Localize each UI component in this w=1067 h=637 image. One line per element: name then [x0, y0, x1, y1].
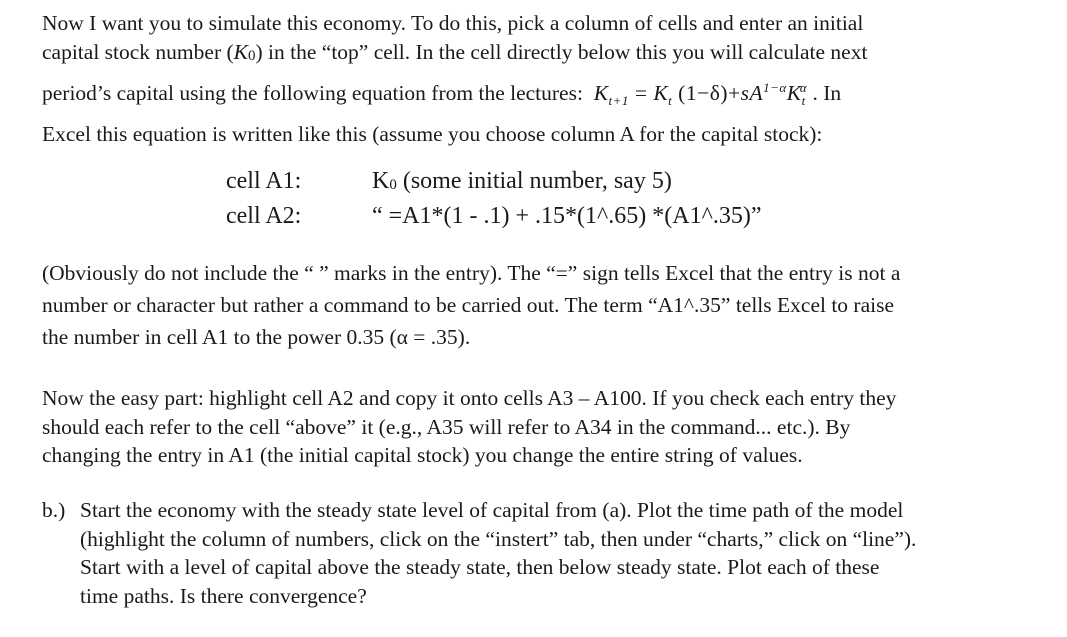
cell-a1-k: K	[372, 168, 390, 194]
capital-accumulation-equation	[593, 80, 808, 108]
eq-equals: =	[634, 81, 648, 105]
copy-line-3: changing the entry in A1 (the initial capital stock) you change the entire string of values.	[42, 443, 803, 467]
eq-k2: K	[786, 81, 802, 105]
intro-line-2-start: capital stock number (	[42, 40, 234, 64]
intro-line-1: Now I want you to simulate this economy. To do this, pick a column of cells and enter an initial	[42, 11, 864, 35]
cell-a1-sub: 0	[389, 177, 397, 193]
cell-instructions	[226, 166, 762, 232]
explanation-line-2: number or character but rather a command to be carried out. The term “A1^.35” tells Excel to raise	[42, 293, 895, 317]
cell-a1-row	[226, 166, 762, 201]
eq-k: K	[653, 81, 669, 105]
eq-a-exp: 1−α	[763, 80, 787, 95]
eq-k-sub: t	[668, 93, 673, 108]
intro-paragraph	[42, 9, 867, 149]
intro-line-4: Excel this equation is written like this (assume you choose column A for the capital stock):	[42, 122, 823, 146]
copy-paragraph	[42, 384, 896, 470]
intro-line-2-end: ) in the “top” cell. In the cell directly below this you will calculate next	[255, 40, 868, 64]
question-b-line-1: Start the economy with the steady state level of capital from (a). Plot the time path of the model	[80, 498, 904, 522]
question-b-marker: b.)	[42, 498, 66, 522]
copy-line-1: Now the easy part: highlight cell A2 and copy it onto cells A3 – A100. If you check each entry they	[42, 386, 897, 410]
intro-line-2	[42, 38, 867, 71]
eq-paren: (1−δ)	[678, 81, 728, 105]
explanation-paragraph	[42, 257, 900, 353]
eq-a: A	[749, 81, 764, 105]
question-b-line-3: Start with a level of capital above the steady state, then below steady state. Plot each of these	[80, 555, 880, 579]
copy-line-2: should each refer to the cell “above” it (e.g., A35 will refer to A34 in the command... etc.). By	[42, 414, 851, 439]
eq-plus: +	[728, 81, 741, 105]
question-b-line-2: (highlight the column of numbers, click on the “instert” tab, then under “charts,” click on “line”).	[80, 526, 917, 551]
explanation-line-1: (Obviously do not include the “ ” marks in the entry). The “=” sign tells Excel that the entry is not a	[42, 261, 901, 285]
cell-a2-label: cell A2:	[226, 203, 302, 229]
eq-s: s	[740, 81, 750, 105]
k0-subscript: 0	[248, 48, 256, 64]
intro-line-3-text: period’s capital using the following equation from the lectures:	[42, 81, 583, 105]
cell-a1-label: cell A1:	[226, 168, 302, 194]
question-b-line-4: time paths. Is there convergence?	[80, 583, 367, 608]
k0-symbol: K	[233, 40, 248, 64]
question-b-body	[80, 496, 916, 610]
cell-a2-formula: “ =A1*(1 - .1) + .15*(1^.65) *(A1^.35)”	[372, 203, 762, 229]
explanation-line-3: the number in cell A1 to the power 0.35 (α = .35).	[42, 325, 471, 349]
cell-a1-value: (some initial number, say 5)	[396, 168, 672, 194]
eq-k2-sub: t	[801, 93, 806, 108]
eq-lhs: K	[593, 81, 609, 105]
intro-line-3-end: . In	[812, 81, 842, 105]
intro-line-3	[42, 73, 867, 115]
cell-a2-row	[226, 201, 762, 232]
eq-lhs-sub: t+1	[608, 93, 629, 108]
eq-k2-exp: α	[799, 80, 808, 95]
